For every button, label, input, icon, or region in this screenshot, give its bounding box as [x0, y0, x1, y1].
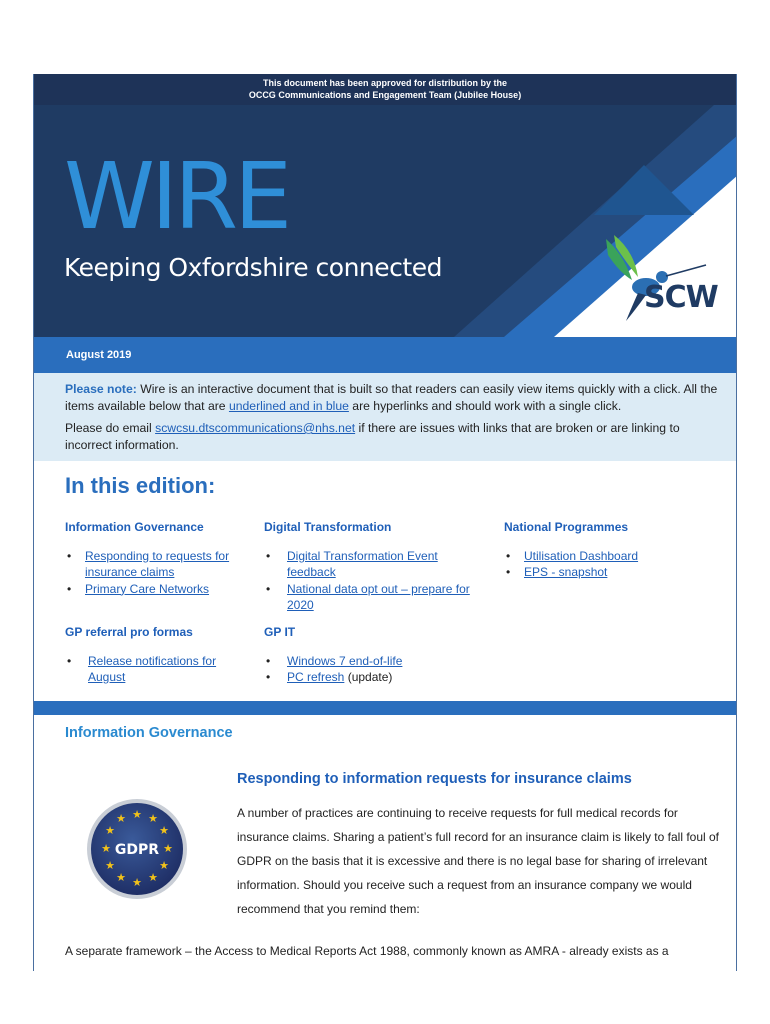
email-link[interactable]: scwcsu.dtscommunications@nhs.net [155, 421, 356, 435]
wire-title: WIRE [64, 143, 289, 250]
toc-link-data-opt-out[interactable]: National data opt out – prepare for 2020 [287, 581, 470, 612]
toc-gp-it [264, 624, 479, 686]
toc-link-release-notifications[interactable]: Release notifications for August [88, 653, 217, 684]
email-suffix: if there are issues with links that are broken or are linking to incorrect information. [65, 421, 680, 452]
toc-item [504, 564, 704, 581]
toc-item [264, 581, 479, 614]
article-title: Responding to information requests for insurance claims [237, 771, 632, 787]
note-paragraph-1 [65, 381, 724, 414]
in-this-edition [34, 461, 736, 701]
scw-logo-text: SCW [644, 280, 718, 315]
svg-text:★: ★ [159, 824, 169, 837]
svg-text:★: ★ [132, 808, 142, 821]
toc-heading: National Programmes [504, 520, 629, 534]
toc-link-utilisation-dashboard[interactable]: Utilisation Dashboard [524, 548, 639, 563]
approval-notice [34, 74, 736, 105]
toc-heading: Information Governance [65, 520, 204, 534]
svg-text:★: ★ [148, 812, 158, 825]
email-prefix: Please do email [65, 421, 156, 435]
toc-item [504, 548, 704, 565]
svg-text:★: ★ [132, 876, 142, 889]
toc-link-primary-care-networks[interactable]: Primary Care Networks [85, 581, 210, 596]
toc-information-governance [65, 519, 250, 597]
toc-suffix: (update) [344, 670, 393, 684]
toc-item [65, 581, 250, 598]
toc-item [65, 548, 250, 581]
edition-title: In this edition: [65, 473, 216, 498]
toc-link-eps-snapshot[interactable]: EPS - snapshot [524, 565, 608, 579]
toc-link-dt-event-feedback[interactable]: Digital Transformation Event feedback [287, 548, 438, 579]
svg-text:★: ★ [116, 871, 126, 884]
toc-national-programmes [504, 519, 704, 581]
toc-heading: GP IT [264, 625, 296, 639]
note-text-2: are hyperlinks and should work with a single click. [348, 398, 622, 413]
toc-item [65, 653, 250, 686]
section-divider [34, 701, 736, 715]
svg-text:★: ★ [148, 871, 158, 884]
information-governance-section [34, 715, 736, 971]
approval-line-1: This document has been approved for distribution by the [262, 78, 508, 88]
approval-line-2: OCCG Communications and Engagement Team (Jubilee House) [248, 90, 522, 100]
gdpr-badge-icon [86, 798, 188, 900]
header-banner [34, 105, 736, 337]
toc-digital-transformation [264, 519, 479, 614]
toc-item [264, 548, 479, 581]
note-label: Please note: [65, 382, 137, 396]
issue-date: August 2019 [34, 337, 736, 373]
svg-text:★: ★ [101, 842, 111, 855]
article-continued: A separate framework – the Access to Medical Reports Act 1988, commonly known as AMRA - already exists as a [65, 944, 669, 958]
toc-heading: GP referral pro formas [65, 625, 193, 639]
article-body: A number of practices are continuing to receive requests for full medical records for insurance claims. Sharing a patient’s full record for an insurance claim is likely to fall foul of GDPR on the basis that it is excessive and there is no legal base for sharing of irrelevant information. Should you receive such a request from an insurance company we would recommend that you remind them: [237, 806, 720, 916]
hyperlink-example[interactable]: underlined and in blue [228, 398, 349, 413]
tagline: Keeping Oxfordshire connected [64, 253, 442, 282]
toc-item [264, 669, 479, 686]
note-paragraph-2 [65, 420, 724, 453]
section-title: Information Governance [65, 725, 233, 741]
note-text-1: Wire is an interactive document that is built so that readers can easily view items quickly with a click. All the items available below that are [65, 382, 718, 413]
svg-text:★: ★ [116, 812, 126, 825]
please-note-box [34, 373, 736, 461]
gdpr-badge-text: GDPR [114, 842, 160, 858]
svg-text:★: ★ [105, 859, 115, 872]
svg-text:★: ★ [159, 859, 169, 872]
toc-link-insurance-claims[interactable]: Responding to requests for insurance claims [85, 548, 230, 579]
svg-text:★: ★ [163, 842, 173, 855]
newsletter-page [33, 74, 737, 971]
svg-text:★: ★ [105, 824, 115, 837]
toc-gp-referral [65, 624, 250, 686]
toc-link-pc-refresh[interactable]: PC refresh [287, 670, 345, 684]
toc-link-windows-7[interactable]: Windows 7 end-of-life [287, 653, 403, 668]
toc-item [264, 653, 479, 670]
toc-heading: Digital Transformation [264, 520, 392, 534]
